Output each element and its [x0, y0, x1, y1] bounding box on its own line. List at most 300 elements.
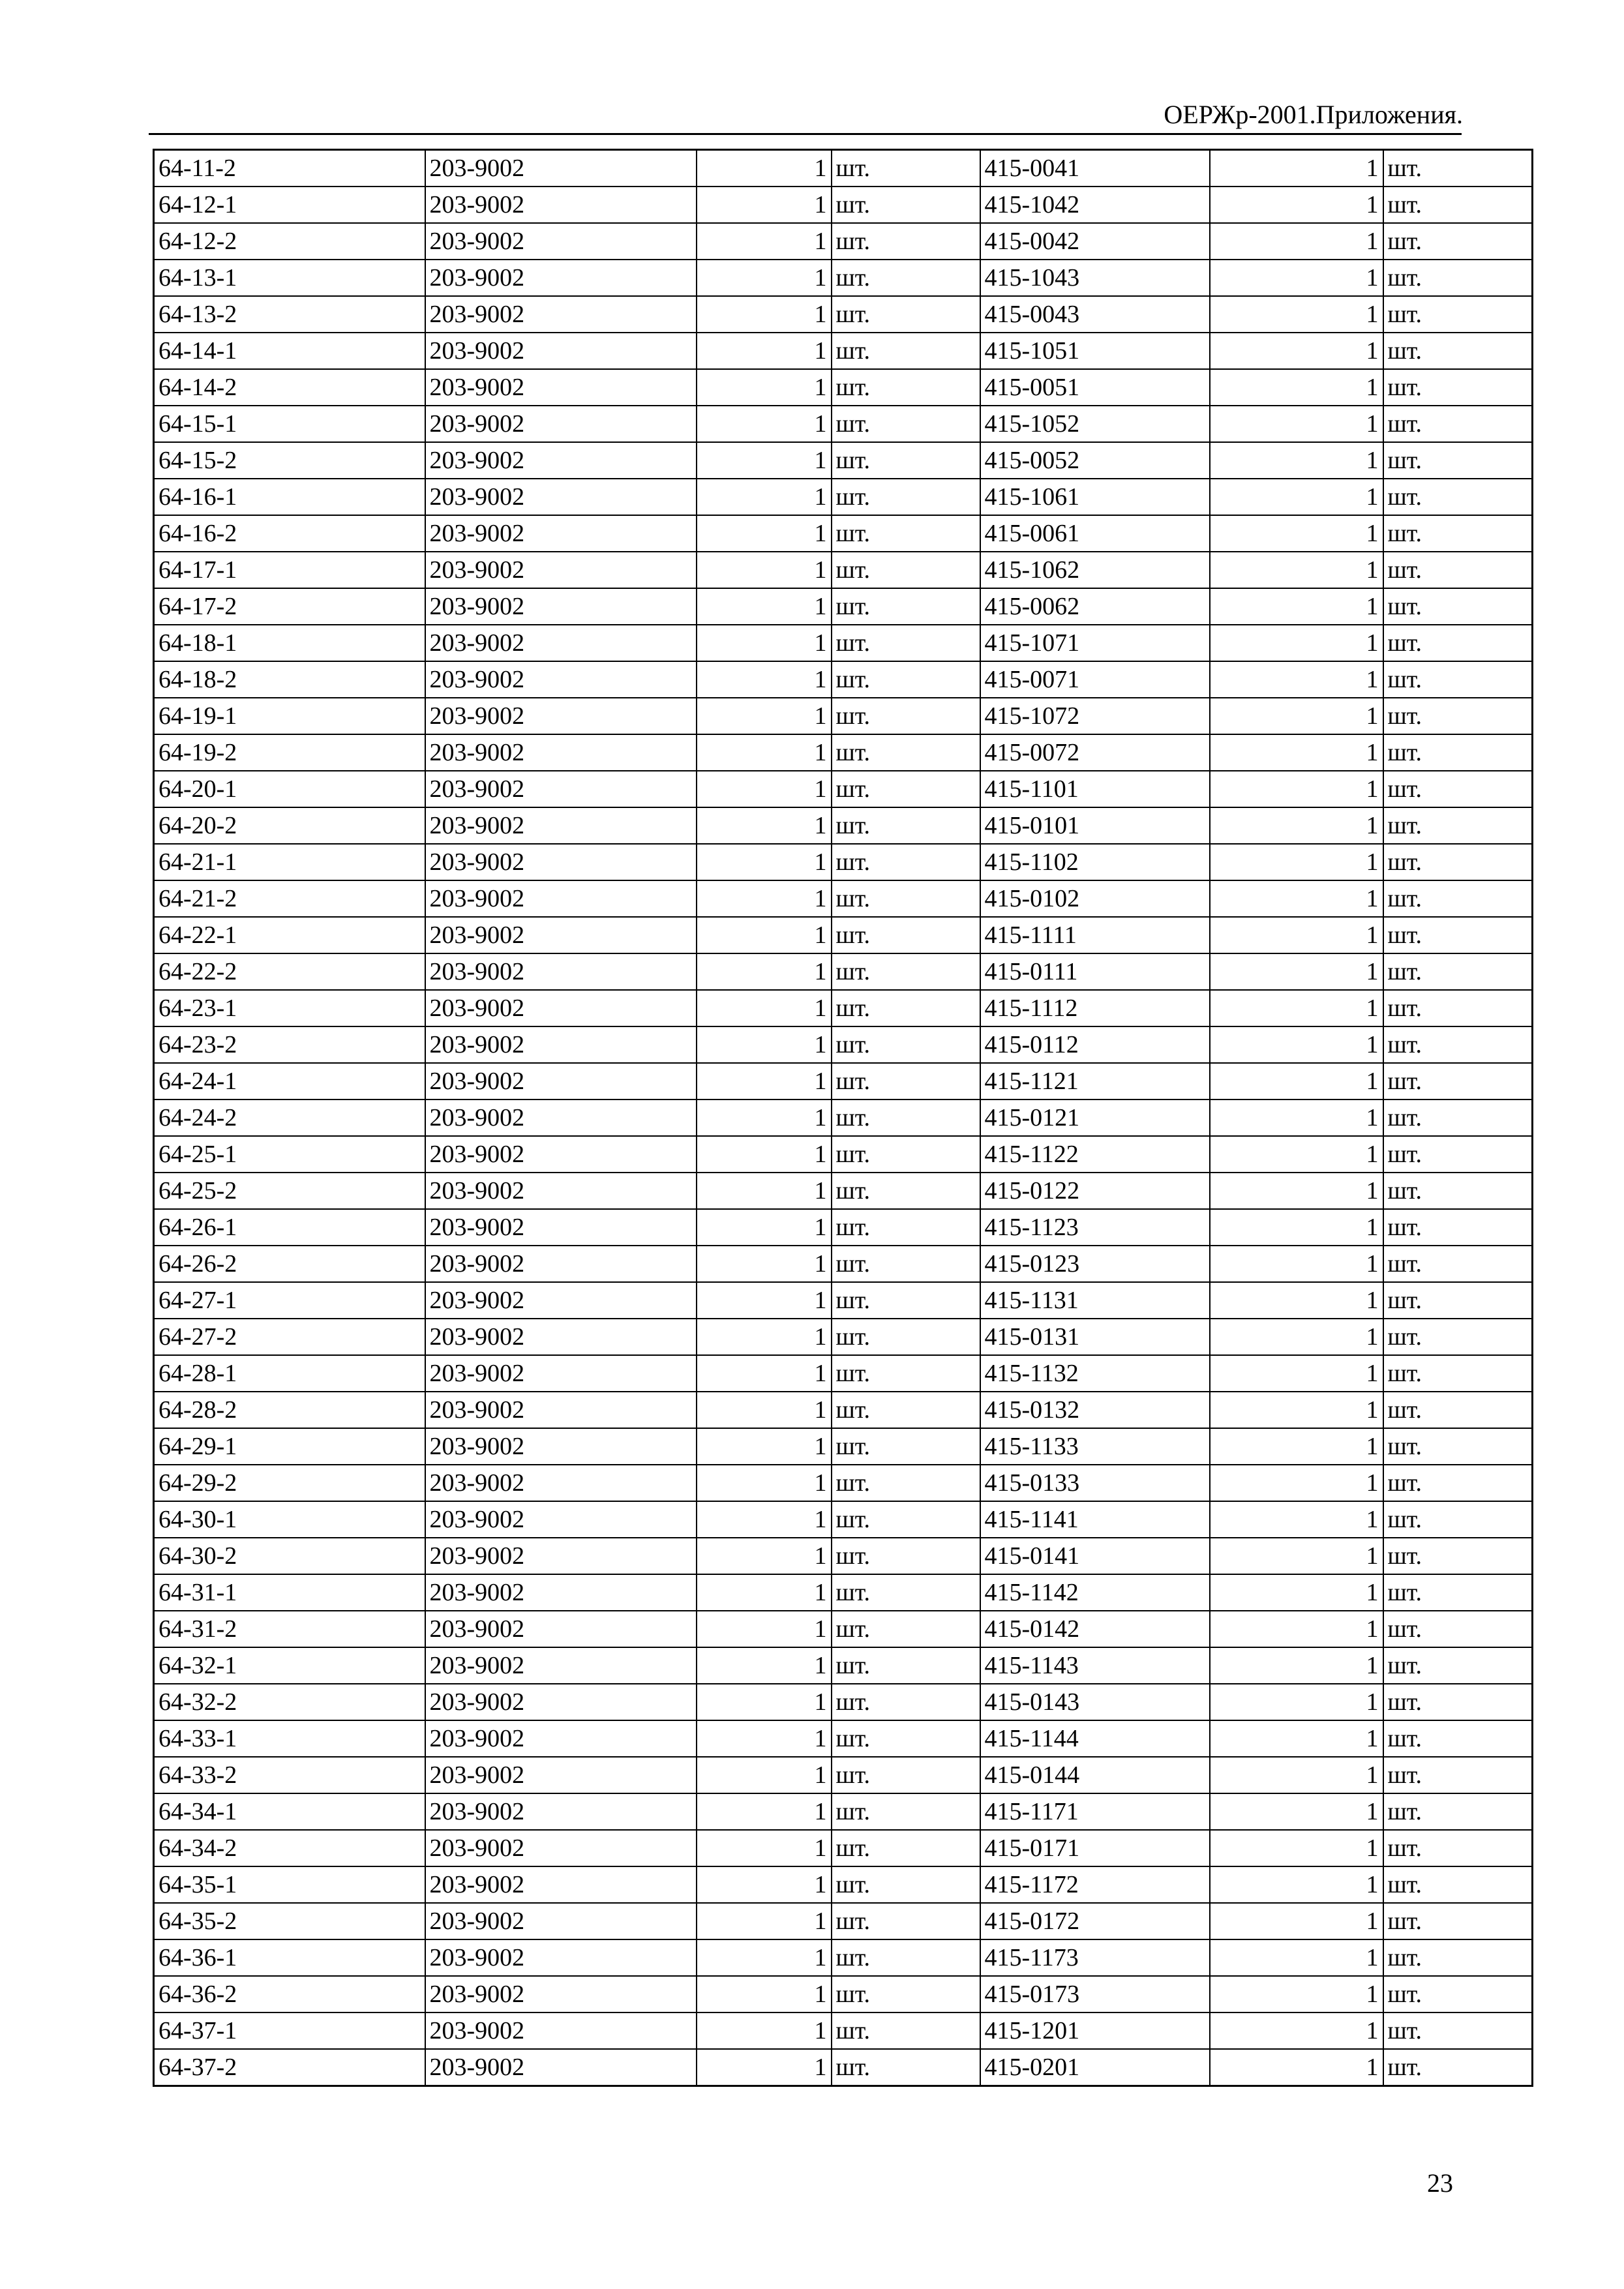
- replacement-quantity-cell: 1: [1210, 1100, 1383, 1136]
- replacement-code-cell: 415-1201: [980, 2012, 1210, 2049]
- table-row: [154, 260, 1533, 296]
- replacement-quantity-cell: 1: [1210, 333, 1383, 369]
- replacement-quantity-cell: 1: [1210, 1319, 1383, 1355]
- rate-code-cell: 64-29-1: [154, 1428, 425, 1465]
- unit-cell: шт.: [832, 990, 980, 1026]
- replacement-quantity-cell: 1: [1210, 1392, 1383, 1428]
- quantity-cell: 1: [697, 990, 832, 1026]
- rate-code-cell: 64-23-2: [154, 1026, 425, 1063]
- replacement-quantity-cell: 1: [1210, 698, 1383, 734]
- replacement-unit-cell: шт.: [1383, 734, 1533, 771]
- replacement-quantity-cell: 1: [1210, 953, 1383, 990]
- quantity-cell: 1: [697, 807, 832, 844]
- unit-cell: шт.: [832, 1574, 980, 1611]
- replacement-code-cell: 415-1144: [980, 1720, 1210, 1757]
- resource-code-cell: 203-9002: [425, 479, 697, 515]
- rate-code-cell: 64-37-1: [154, 2012, 425, 2049]
- rate-code-cell: 64-27-1: [154, 1282, 425, 1319]
- quantity-cell: 1: [697, 1501, 832, 1538]
- table-row: [154, 1355, 1533, 1392]
- table-row: [154, 1501, 1533, 1538]
- rate-code-cell: 64-23-1: [154, 990, 425, 1026]
- replacement-quantity-cell: 1: [1210, 442, 1383, 479]
- unit-cell: шт.: [832, 1647, 980, 1684]
- replacement-unit-cell: шт.: [1383, 187, 1533, 223]
- replacement-quantity-cell: 1: [1210, 150, 1383, 187]
- rate-code-cell: 64-18-1: [154, 625, 425, 661]
- replacement-quantity-cell: 1: [1210, 1720, 1383, 1757]
- table-row: [154, 1136, 1533, 1173]
- resource-code-cell: 203-9002: [425, 1063, 697, 1100]
- table-row: [154, 1866, 1533, 1903]
- table-row: [154, 990, 1533, 1026]
- unit-cell: шт.: [832, 1209, 980, 1246]
- rate-code-cell: 64-26-2: [154, 1246, 425, 1282]
- replacement-code-cell: 415-1143: [980, 1647, 1210, 1684]
- replacement-unit-cell: шт.: [1383, 1100, 1533, 1136]
- unit-cell: шт.: [832, 333, 980, 369]
- quantity-cell: 1: [697, 1939, 832, 1976]
- table-row: [154, 1793, 1533, 1830]
- replacement-quantity-cell: 1: [1210, 844, 1383, 880]
- replacement-code-cell: 415-0131: [980, 1319, 1210, 1355]
- unit-cell: шт.: [832, 1538, 980, 1574]
- replacement-unit-cell: шт.: [1383, 1428, 1533, 1465]
- table-row: [154, 515, 1533, 552]
- table-row: [154, 734, 1533, 771]
- resource-code-cell: 203-9002: [425, 296, 697, 333]
- rate-code-cell: 64-22-2: [154, 953, 425, 990]
- replacement-code-cell: 415-1132: [980, 1355, 1210, 1392]
- resource-code-cell: 203-9002: [425, 1100, 697, 1136]
- table-row: [154, 844, 1533, 880]
- rate-code-cell: 64-35-2: [154, 1903, 425, 1939]
- replacement-quantity-cell: 1: [1210, 1793, 1383, 1830]
- replacement-unit-cell: шт.: [1383, 1830, 1533, 1866]
- table-row: [154, 552, 1533, 588]
- replacement-code-cell: 415-0072: [980, 734, 1210, 771]
- resource-code-cell: 203-9002: [425, 698, 697, 734]
- replacement-unit-cell: шт.: [1383, 1026, 1533, 1063]
- rate-code-cell: 64-12-1: [154, 187, 425, 223]
- unit-cell: шт.: [832, 1903, 980, 1939]
- unit-cell: шт.: [832, 844, 980, 880]
- resource-code-cell: 203-9002: [425, 771, 697, 807]
- quantity-cell: 1: [697, 1465, 832, 1501]
- table-row: [154, 2012, 1533, 2049]
- resource-code-cell: 203-9002: [425, 1282, 697, 1319]
- unit-cell: шт.: [832, 1246, 980, 1282]
- replacement-unit-cell: шт.: [1383, 771, 1533, 807]
- rate-code-cell: 64-34-1: [154, 1793, 425, 1830]
- resource-code-cell: 203-9002: [425, 1209, 697, 1246]
- replacement-quantity-cell: 1: [1210, 1976, 1383, 2012]
- resource-code-cell: 203-9002: [425, 1866, 697, 1903]
- quantity-cell: 1: [697, 1319, 832, 1355]
- quantity-cell: 1: [697, 880, 832, 917]
- unit-cell: шт.: [832, 552, 980, 588]
- resource-code-cell: 203-9002: [425, 552, 697, 588]
- replacement-unit-cell: шт.: [1383, 1355, 1533, 1392]
- quantity-cell: 1: [697, 260, 832, 296]
- replacement-quantity-cell: 1: [1210, 406, 1383, 442]
- replacement-code-cell: 415-1061: [980, 479, 1210, 515]
- quantity-cell: 1: [697, 1684, 832, 1720]
- table-row: [154, 1684, 1533, 1720]
- rate-code-cell: 64-12-2: [154, 223, 425, 260]
- table-row: [154, 1976, 1533, 2012]
- rate-code-cell: 64-32-2: [154, 1684, 425, 1720]
- replacement-code-cell: 415-0052: [980, 442, 1210, 479]
- replacement-unit-cell: шт.: [1383, 1538, 1533, 1574]
- replacement-quantity-cell: 1: [1210, 1428, 1383, 1465]
- replacement-quantity-cell: 1: [1210, 1282, 1383, 1319]
- rate-code-cell: 64-29-2: [154, 1465, 425, 1501]
- replacement-code-cell: 415-0101: [980, 807, 1210, 844]
- replacement-unit-cell: шт.: [1383, 515, 1533, 552]
- replacement-code-cell: 415-0111: [980, 953, 1210, 990]
- quantity-cell: 1: [697, 625, 832, 661]
- resource-code-cell: 203-9002: [425, 1319, 697, 1355]
- unit-cell: шт.: [832, 734, 980, 771]
- resource-code-cell: 203-9002: [425, 880, 697, 917]
- replacement-quantity-cell: 1: [1210, 625, 1383, 661]
- table-row: [154, 1428, 1533, 1465]
- unit-cell: шт.: [832, 406, 980, 442]
- resource-code-cell: 203-9002: [425, 515, 697, 552]
- table-row: [154, 698, 1533, 734]
- replacement-code-cell: 415-0112: [980, 1026, 1210, 1063]
- replacement-unit-cell: шт.: [1383, 1976, 1533, 2012]
- table-row: [154, 661, 1533, 698]
- replacement-unit-cell: шт.: [1383, 1392, 1533, 1428]
- replacement-code-cell: 415-0043: [980, 296, 1210, 333]
- replacement-quantity-cell: 1: [1210, 1903, 1383, 1939]
- rate-code-cell: 64-31-2: [154, 1611, 425, 1647]
- quantity-cell: 1: [697, 1538, 832, 1574]
- replacement-code-cell: 415-1112: [980, 990, 1210, 1026]
- unit-cell: шт.: [832, 296, 980, 333]
- replacement-code-cell: 415-1071: [980, 625, 1210, 661]
- replacement-unit-cell: шт.: [1383, 1793, 1533, 1830]
- quantity-cell: 1: [697, 661, 832, 698]
- resource-table-body: [154, 150, 1533, 2086]
- table-row: [154, 953, 1533, 990]
- unit-cell: шт.: [832, 1026, 980, 1063]
- resource-code-cell: 203-9002: [425, 1392, 697, 1428]
- table-row: [154, 771, 1533, 807]
- table-row: [154, 369, 1533, 406]
- rate-code-cell: 64-28-2: [154, 1392, 425, 1428]
- unit-cell: шт.: [832, 917, 980, 953]
- quantity-cell: 1: [697, 1392, 832, 1428]
- resource-code-cell: 203-9002: [425, 807, 697, 844]
- unit-cell: шт.: [832, 1063, 980, 1100]
- replacement-quantity-cell: 1: [1210, 1209, 1383, 1246]
- rate-code-cell: 64-18-2: [154, 661, 425, 698]
- table-row: [154, 1647, 1533, 1684]
- quantity-cell: 1: [697, 1209, 832, 1246]
- replacement-code-cell: 415-0041: [980, 150, 1210, 187]
- table-row: [154, 1465, 1533, 1501]
- table-row: [154, 296, 1533, 333]
- resource-code-cell: 203-9002: [425, 1903, 697, 1939]
- unit-cell: шт.: [832, 1355, 980, 1392]
- unit-cell: шт.: [832, 661, 980, 698]
- replacement-quantity-cell: 1: [1210, 1246, 1383, 1282]
- replacement-code-cell: 415-1142: [980, 1574, 1210, 1611]
- replacement-quantity-cell: 1: [1210, 588, 1383, 625]
- replacement-unit-cell: шт.: [1383, 1647, 1533, 1684]
- table-row: [154, 1063, 1533, 1100]
- unit-cell: шт.: [832, 807, 980, 844]
- table-row: [154, 588, 1533, 625]
- table-row: [154, 187, 1533, 223]
- unit-cell: шт.: [832, 479, 980, 515]
- table-row: [154, 625, 1533, 661]
- replacement-quantity-cell: 1: [1210, 1063, 1383, 1100]
- quantity-cell: 1: [697, 1428, 832, 1465]
- unit-cell: шт.: [832, 1100, 980, 1136]
- replacement-code-cell: 415-0071: [980, 661, 1210, 698]
- replacement-quantity-cell: 1: [1210, 260, 1383, 296]
- resource-code-cell: 203-9002: [425, 953, 697, 990]
- resource-code-cell: 203-9002: [425, 844, 697, 880]
- rate-code-cell: 64-30-1: [154, 1501, 425, 1538]
- table-row: [154, 1100, 1533, 1136]
- rate-code-cell: 64-14-1: [154, 333, 425, 369]
- rate-code-cell: 64-26-1: [154, 1209, 425, 1246]
- replacement-unit-cell: шт.: [1383, 1757, 1533, 1793]
- unit-cell: шт.: [832, 1757, 980, 1793]
- replacement-quantity-cell: 1: [1210, 1647, 1383, 1684]
- table-row: [154, 1282, 1533, 1319]
- replacement-quantity-cell: 1: [1210, 1757, 1383, 1793]
- replacement-unit-cell: шт.: [1383, 1720, 1533, 1757]
- unit-cell: шт.: [832, 515, 980, 552]
- resource-code-cell: 203-9002: [425, 1428, 697, 1465]
- quantity-cell: 1: [697, 1355, 832, 1392]
- replacement-code-cell: 415-0061: [980, 515, 1210, 552]
- rate-code-cell: 64-13-1: [154, 260, 425, 296]
- rate-code-cell: 64-20-1: [154, 771, 425, 807]
- replacement-quantity-cell: 1: [1210, 807, 1383, 844]
- rate-code-cell: 64-16-1: [154, 479, 425, 515]
- table-row: [154, 1574, 1533, 1611]
- replacement-unit-cell: шт.: [1383, 1684, 1533, 1720]
- resource-code-cell: 203-9002: [425, 1976, 697, 2012]
- rate-code-cell: 64-22-1: [154, 917, 425, 953]
- unit-cell: шт.: [832, 588, 980, 625]
- replacement-unit-cell: шт.: [1383, 1574, 1533, 1611]
- replacement-quantity-cell: 1: [1210, 1501, 1383, 1538]
- resource-code-cell: 203-9002: [425, 187, 697, 223]
- replacement-quantity-cell: 1: [1210, 1611, 1383, 1647]
- replacement-code-cell: 415-1102: [980, 844, 1210, 880]
- replacement-code-cell: 415-0173: [980, 1976, 1210, 2012]
- unit-cell: шт.: [832, 1501, 980, 1538]
- resource-code-cell: 203-9002: [425, 661, 697, 698]
- replacement-quantity-cell: 1: [1210, 552, 1383, 588]
- resource-code-cell: 203-9002: [425, 1647, 697, 1684]
- replacement-quantity-cell: 1: [1210, 1355, 1383, 1392]
- resource-code-cell: 203-9002: [425, 442, 697, 479]
- table-row: [154, 1026, 1533, 1063]
- replacement-code-cell: 415-1111: [980, 917, 1210, 953]
- replacement-quantity-cell: 1: [1210, 369, 1383, 406]
- resource-code-cell: 203-9002: [425, 1465, 697, 1501]
- replacement-code-cell: 415-1131: [980, 1282, 1210, 1319]
- replacement-code-cell: 415-0122: [980, 1173, 1210, 1209]
- replacement-code-cell: 415-0133: [980, 1465, 1210, 1501]
- replacement-quantity-cell: 1: [1210, 479, 1383, 515]
- resource-code-cell: 203-9002: [425, 1355, 697, 1392]
- resource-code-cell: 203-9002: [425, 1574, 697, 1611]
- unit-cell: шт.: [832, 260, 980, 296]
- rate-code-cell: 64-28-1: [154, 1355, 425, 1392]
- quantity-cell: 1: [697, 588, 832, 625]
- rate-code-cell: 64-21-1: [154, 844, 425, 880]
- table-row: [154, 1757, 1533, 1793]
- replacement-unit-cell: шт.: [1383, 1319, 1533, 1355]
- unit-cell: шт.: [832, 1866, 980, 1903]
- resource-code-cell: 203-9002: [425, 369, 697, 406]
- quantity-cell: 1: [697, 296, 832, 333]
- resource-code-cell: 203-9002: [425, 1173, 697, 1209]
- header-rule: [149, 133, 1462, 135]
- quantity-cell: 1: [697, 953, 832, 990]
- unit-cell: шт.: [832, 771, 980, 807]
- replacement-unit-cell: шт.: [1383, 953, 1533, 990]
- table-row: [154, 406, 1533, 442]
- rate-code-cell: 64-36-2: [154, 1976, 425, 2012]
- replacement-unit-cell: шт.: [1383, 1063, 1533, 1100]
- page-number: 23: [1427, 2168, 1453, 2198]
- quantity-cell: 1: [697, 369, 832, 406]
- resource-code-cell: 203-9002: [425, 917, 697, 953]
- replacement-unit-cell: шт.: [1383, 1903, 1533, 1939]
- rate-code-cell: 64-35-1: [154, 1866, 425, 1903]
- replacement-code-cell: 415-1121: [980, 1063, 1210, 1100]
- replacement-unit-cell: шт.: [1383, 1611, 1533, 1647]
- replacement-unit-cell: шт.: [1383, 223, 1533, 260]
- rate-code-cell: 64-37-2: [154, 2049, 425, 2086]
- rate-code-cell: 64-33-2: [154, 1757, 425, 1793]
- quantity-cell: 1: [697, 1793, 832, 1830]
- resource-code-cell: 203-9002: [425, 2012, 697, 2049]
- quantity-cell: 1: [697, 1246, 832, 1282]
- resource-code-cell: 203-9002: [425, 2049, 697, 2086]
- replacement-code-cell: 415-1172: [980, 1866, 1210, 1903]
- replacement-unit-cell: шт.: [1383, 1209, 1533, 1246]
- rate-code-cell: 64-25-1: [154, 1136, 425, 1173]
- replacement-unit-cell: шт.: [1383, 844, 1533, 880]
- replacement-code-cell: 415-1123: [980, 1209, 1210, 1246]
- table-row: [154, 150, 1533, 187]
- table-row: [154, 1209, 1533, 1246]
- unit-cell: шт.: [832, 1392, 980, 1428]
- replacement-unit-cell: шт.: [1383, 1866, 1533, 1903]
- replacement-code-cell: 415-0171: [980, 1830, 1210, 1866]
- replacement-unit-cell: шт.: [1383, 1246, 1533, 1282]
- resource-code-cell: 203-9002: [425, 1026, 697, 1063]
- rate-code-cell: 64-19-1: [154, 698, 425, 734]
- quantity-cell: 1: [697, 771, 832, 807]
- rate-code-cell: 64-24-2: [154, 1100, 425, 1136]
- rate-code-cell: 64-27-2: [154, 1319, 425, 1355]
- resource-code-cell: 203-9002: [425, 588, 697, 625]
- unit-cell: шт.: [832, 1319, 980, 1355]
- replacement-code-cell: 415-0201: [980, 2049, 1210, 2086]
- unit-cell: шт.: [832, 880, 980, 917]
- resource-code-cell: 203-9002: [425, 223, 697, 260]
- unit-cell: шт.: [832, 1136, 980, 1173]
- resource-code-cell: 203-9002: [425, 1793, 697, 1830]
- table-row: [154, 1319, 1533, 1355]
- replacement-unit-cell: шт.: [1383, 479, 1533, 515]
- replacement-quantity-cell: 1: [1210, 1173, 1383, 1209]
- quantity-cell: 1: [697, 1866, 832, 1903]
- rate-code-cell: 64-25-2: [154, 1173, 425, 1209]
- unit-cell: шт.: [832, 369, 980, 406]
- rate-code-cell: 64-32-1: [154, 1647, 425, 1684]
- quantity-cell: 1: [697, 1173, 832, 1209]
- resource-code-cell: 203-9002: [425, 1501, 697, 1538]
- unit-cell: шт.: [832, 1684, 980, 1720]
- replacement-quantity-cell: 1: [1210, 1538, 1383, 1574]
- replacement-code-cell: 415-0172: [980, 1903, 1210, 1939]
- rate-code-cell: 64-15-2: [154, 442, 425, 479]
- rate-code-cell: 64-30-2: [154, 1538, 425, 1574]
- resource-code-cell: 203-9002: [425, 1939, 697, 1976]
- table-row: [154, 1611, 1533, 1647]
- unit-cell: шт.: [832, 150, 980, 187]
- replacement-code-cell: 415-1052: [980, 406, 1210, 442]
- replacement-code-cell: 415-1101: [980, 771, 1210, 807]
- quantity-cell: 1: [697, 333, 832, 369]
- quantity-cell: 1: [697, 1100, 832, 1136]
- rate-code-cell: 64-34-2: [154, 1830, 425, 1866]
- replacement-code-cell: 415-1141: [980, 1501, 1210, 1538]
- replacement-quantity-cell: 1: [1210, 1465, 1383, 1501]
- rate-code-cell: 64-17-1: [154, 552, 425, 588]
- replacement-unit-cell: шт.: [1383, 1939, 1533, 1976]
- replacement-code-cell: 415-1133: [980, 1428, 1210, 1465]
- table-row: [154, 1720, 1533, 1757]
- quantity-cell: 1: [697, 1026, 832, 1063]
- replacement-unit-cell: шт.: [1383, 369, 1533, 406]
- table-row: [154, 333, 1533, 369]
- quantity-cell: 1: [697, 1647, 832, 1684]
- resource-code-cell: 203-9002: [425, 150, 697, 187]
- unit-cell: шт.: [832, 1793, 980, 1830]
- quantity-cell: 1: [697, 1903, 832, 1939]
- replacement-unit-cell: шт.: [1383, 1501, 1533, 1538]
- table-row: [154, 223, 1533, 260]
- replacement-unit-cell: шт.: [1383, 1173, 1533, 1209]
- quantity-cell: 1: [697, 223, 832, 260]
- replacement-quantity-cell: 1: [1210, 880, 1383, 917]
- quantity-cell: 1: [697, 2012, 832, 2049]
- table-row: [154, 1830, 1533, 1866]
- replacement-quantity-cell: 1: [1210, 223, 1383, 260]
- resource-code-cell: 203-9002: [425, 1830, 697, 1866]
- rate-code-cell: 64-15-1: [154, 406, 425, 442]
- replacement-unit-cell: шт.: [1383, 880, 1533, 917]
- replacement-code-cell: 415-0143: [980, 1684, 1210, 1720]
- unit-cell: шт.: [832, 953, 980, 990]
- unit-cell: шт.: [832, 187, 980, 223]
